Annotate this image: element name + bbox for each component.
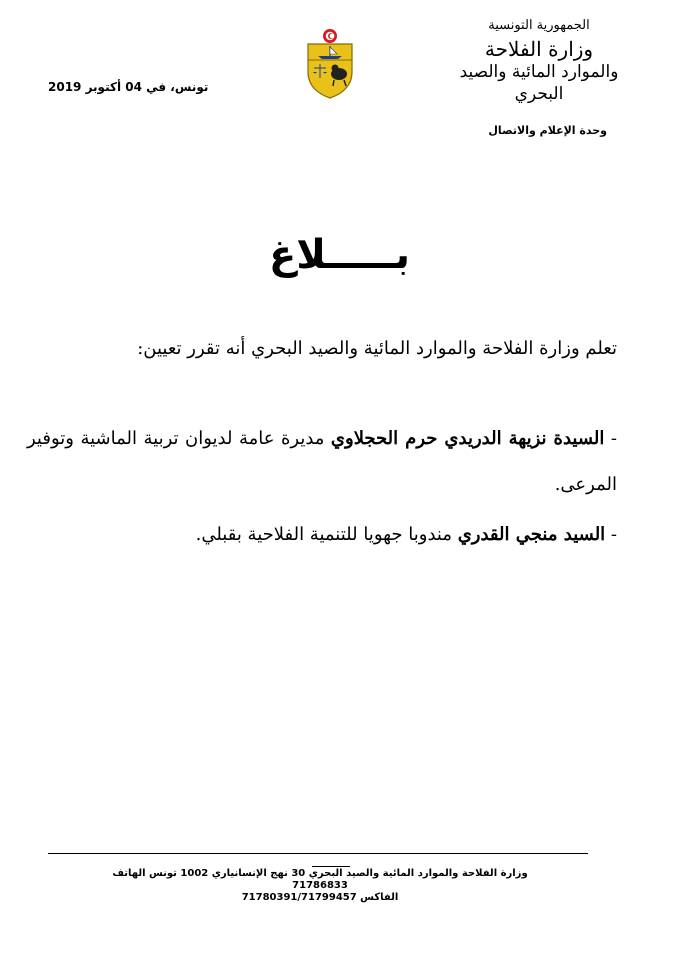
appointment-role-2: مندوبا جهويا للتنمية الفلاحية بقبلي. [195, 524, 458, 545]
item-bullet: - [604, 428, 617, 449]
tunisia-coat-of-arms-icon [302, 28, 358, 100]
appointee-name-2: السيد منجي القدري [457, 524, 606, 545]
footer-fax: الفاكس 71780391/71799457 [241, 892, 399, 903]
unit-name: وحدة الإعلام والاتصال [488, 124, 607, 137]
ministry-header [459, 18, 619, 105]
document-date: تونس، في 04 أكتوبر 2019 [48, 80, 209, 94]
republic-name: الجمهورية التونسية [488, 18, 590, 33]
appointment-item-2 [196, 512, 617, 558]
document-title: بـــــلاغ [268, 232, 411, 278]
appointment-role-1: مديرة عامة لديوان تربية الماشية وتوفير المرعى. [27, 428, 617, 495]
footer-address: وزارة الفلاحة والموارد المائية والصيد البحري 30 نهج الإنسانياري 1002 تونس الهاتف 71786833 [112, 868, 528, 891]
footer-divider-short [312, 866, 350, 867]
item-bullet: - [605, 524, 617, 545]
ministry-name-line1: وزارة الفلاحة [484, 37, 594, 61]
ministry-name-line2: والموارد المائية والصيد البحري [459, 62, 619, 104]
footer-contact [110, 868, 530, 904]
intro-paragraph: تعلم وزارة الفلاحة والموارد المائية والصيد البحري أنه تقرر تعيين: [137, 338, 617, 359]
appointment-item-1 [27, 416, 617, 508]
footer-divider [48, 853, 588, 854]
appointee-name-1: السيدة نزيهة الدريدي حرم الحجلاوي [330, 428, 605, 449]
